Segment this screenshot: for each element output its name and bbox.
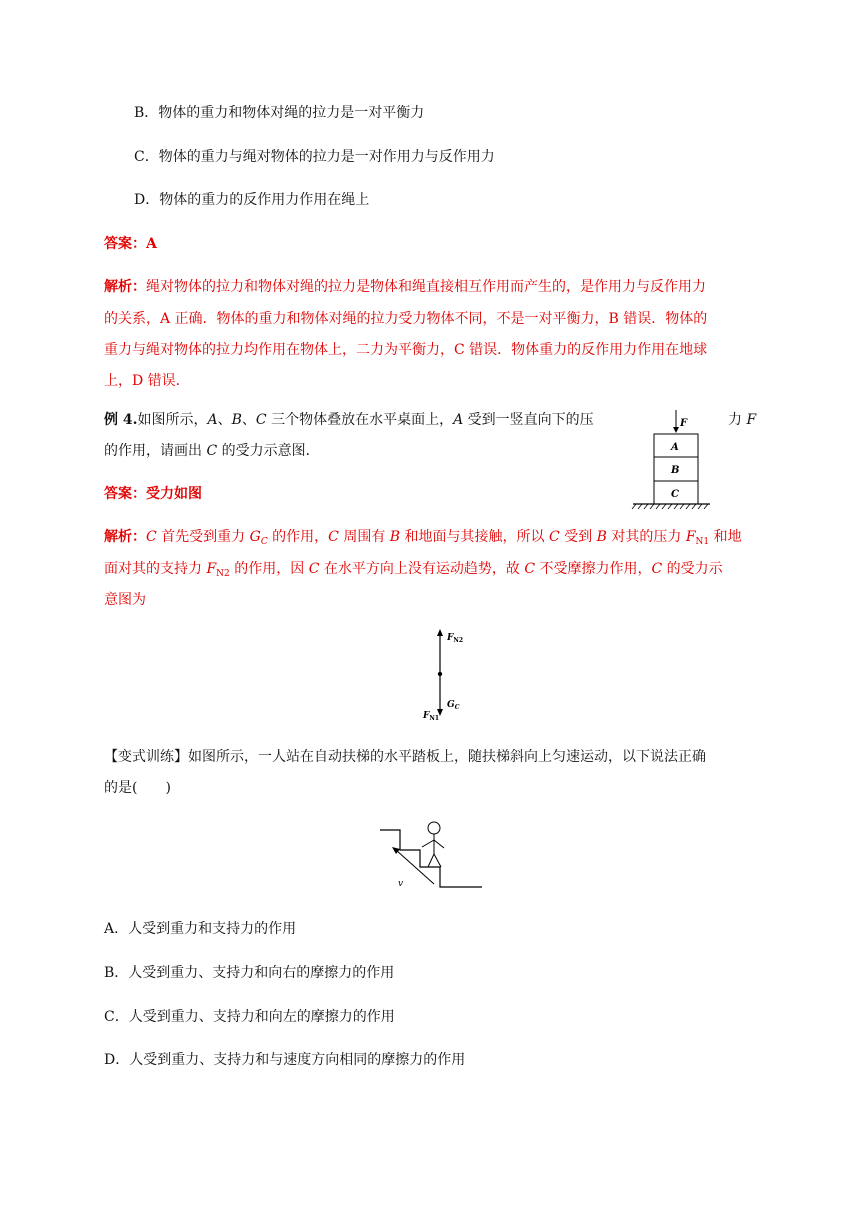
fn2-arrowhead	[437, 629, 443, 636]
example-4-line-2: 的作用，请画出 C 的受力示意图．	[104, 443, 320, 459]
example-answer-value: 受力如图	[146, 486, 202, 502]
force-diagram-figure	[420, 624, 480, 724]
drill-option-b: B．人受到重力、支持力和向右的摩擦力的作用	[104, 965, 395, 981]
ground-hatching	[632, 504, 708, 509]
label-fn2: $F_{N2}$	[447, 633, 464, 644]
option-d: D．物体的重力的反作用力作用在绳上	[134, 192, 370, 208]
option-b: B．物体的重力和物体对绳的拉力是一对平衡力	[134, 105, 425, 121]
drill-line-2: 的是( )	[104, 780, 171, 796]
label-v: v	[398, 879, 404, 889]
example-4-line-1: 例 4.如图所示，A、B、C 三个物体叠放在水平桌面上，A 受到一竖直向下的压	[104, 412, 594, 428]
example-answer-label: 答案：	[104, 486, 146, 502]
example-label: 例 4.	[104, 412, 138, 428]
example-4-line-1-end: 力 F	[728, 412, 757, 428]
drill-line-1: 【变式训练】如图所示，一人站在自动扶梯的水平踏板上，随扶梯斜向上匀速运动，以下说法正确	[104, 749, 706, 765]
analysis-line-1	[104, 277, 706, 297]
escalator-steps	[380, 830, 482, 887]
example-answer-line	[104, 484, 202, 504]
drill-option-c: C．人受到重力、支持力和向左的摩擦力的作用	[104, 1009, 395, 1025]
label-b: B	[671, 465, 680, 476]
analysis-text: 绳对物体的拉力和物体对绳的拉力是物体和绳直接相互作用而产生的，是作用力与反作用力	[146, 279, 706, 295]
example-analysis-line-2: 面对其的支持力 $F_{N2}$ 的作用，因 C 在水平方向上没有运动趋势，故 C 不受摩擦力作用，C 的受力示	[104, 561, 723, 579]
drill-option-d: D．人受到重力、支持力和与速度方向相同的摩擦力的作用	[104, 1052, 466, 1068]
example-analysis-line-3: 意图为	[104, 592, 146, 608]
drill-label: 【变式训练】	[104, 749, 188, 765]
escalator-figure	[378, 820, 484, 890]
object-point	[438, 672, 442, 676]
label-fn1: $F_{N1}$	[423, 711, 440, 722]
person-figure	[422, 822, 444, 867]
stacked-blocks-figure	[630, 408, 712, 510]
force-f-arrowhead	[673, 427, 679, 433]
label-f: F	[680, 418, 688, 429]
option-c: C．物体的重力与绳对物体的拉力是一对作用力与反作用力	[134, 149, 495, 165]
label-gc: $G_C$	[447, 700, 460, 711]
example-analysis-line-1: 解析：C 首先受到重力 $G_C$ 的作用，C 周围有 B 和地面与其接触，所以 C 受到 B 对其的压力 $F_{N1}$ 和地	[104, 529, 742, 547]
analysis-line-3: 重力与绳对物体的拉力均作用在物体上，二力为平衡力，C 错误．物体重力的反作用力作用在地球	[104, 342, 708, 358]
analysis-line-2: 的关系，A 正确．物体的重力和物体对绳的拉力受力物体不同，不是一对平衡力，B 错误．物体的	[104, 311, 708, 327]
label-a: A	[671, 442, 679, 453]
analysis-line-4: 上，D 错误．	[104, 373, 190, 389]
analysis-label: 解析：	[104, 279, 146, 295]
answer-value: A	[146, 236, 157, 252]
answer-line	[104, 234, 157, 254]
drill-option-a: A．人受到重力和支持力的作用	[104, 921, 297, 937]
label-c: C	[671, 489, 679, 500]
answer-label: 答案：	[104, 236, 146, 252]
